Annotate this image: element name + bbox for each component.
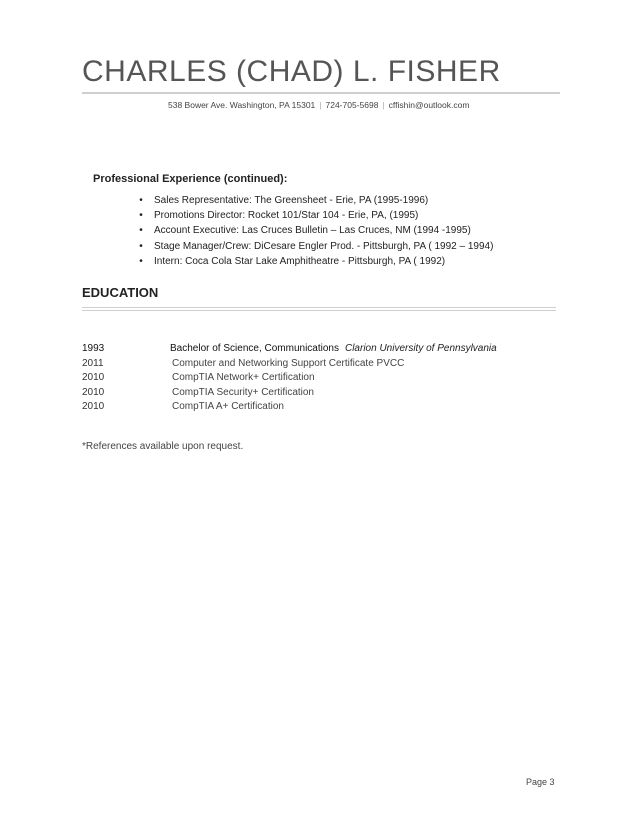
education-divider [82,310,556,311]
experience-list [136,193,493,269]
education-year: 1993 [82,343,105,354]
experience-item [136,239,493,254]
phone-text: 724-705-5698 [325,100,379,110]
experience-item-text: Account Executive: Las Cruces Bulletin – Las Cruces, NM (1994 -1995) [154,225,471,237]
education-divider [82,307,556,308]
education-year: 2010 [82,372,105,383]
references-note: *References available upon request. [82,441,244,452]
education-description [170,343,497,354]
bullet-icon: • [139,210,143,222]
experience-item-text: Stage Manager/Crew: DiCesare Engler Prod. - Pittsburgh, PA ( 1992 – 1994) [154,240,494,252]
experience-item-text: Sales Representative: The Greensheet - Erie, PA (1995-1996) [154,195,429,206]
education-description: CompTIA Network+ Certification [172,372,315,383]
education-year: 2010 [82,386,105,398]
experience-item-text: Intern: Coca Cola Star Lake Amphitheatre - Pittsburgh, PA ( 1992) [154,255,446,267]
education-description: CompTIA Security+ Certification [172,386,314,398]
bullet-icon: • [139,255,143,267]
page-number: Page 3 [526,777,555,787]
bullet-icon: • [139,225,143,237]
experience-heading: Professional Experience (continued): [93,173,288,185]
experience-item [136,208,493,223]
education-description: Computer and Networking Support Certificate PVCC [172,357,405,369]
education-description: CompTIA A+ Certification [172,401,284,412]
address-text: 538 Bower Ave. Washington, PA 15301 [168,100,316,110]
degree-text: Bachelor of Science, Communications [170,343,339,354]
name-divider [82,92,560,94]
bullet-icon: • [139,195,143,206]
experience-item [136,223,493,238]
contact-line [168,100,469,110]
education-year: 2010 [82,401,105,412]
education-year: 2011 [82,357,104,369]
contact-separator: | [382,100,385,110]
experience-item-text: Promotions Director: Rocket 101/Star 104 - Erie, PA, (1995) [154,210,419,222]
experience-item [136,193,493,208]
school-name: Clarion University of Pennsylvania [344,343,497,354]
bullet-icon: • [139,240,143,252]
education-heading: EDUCATION [82,285,159,300]
experience-item [136,254,493,269]
email-text: cffishin@outlook.com [388,100,470,110]
contact-separator: | [319,100,322,110]
candidate-name: CHARLES (CHAD) L. FISHER [82,55,501,88]
